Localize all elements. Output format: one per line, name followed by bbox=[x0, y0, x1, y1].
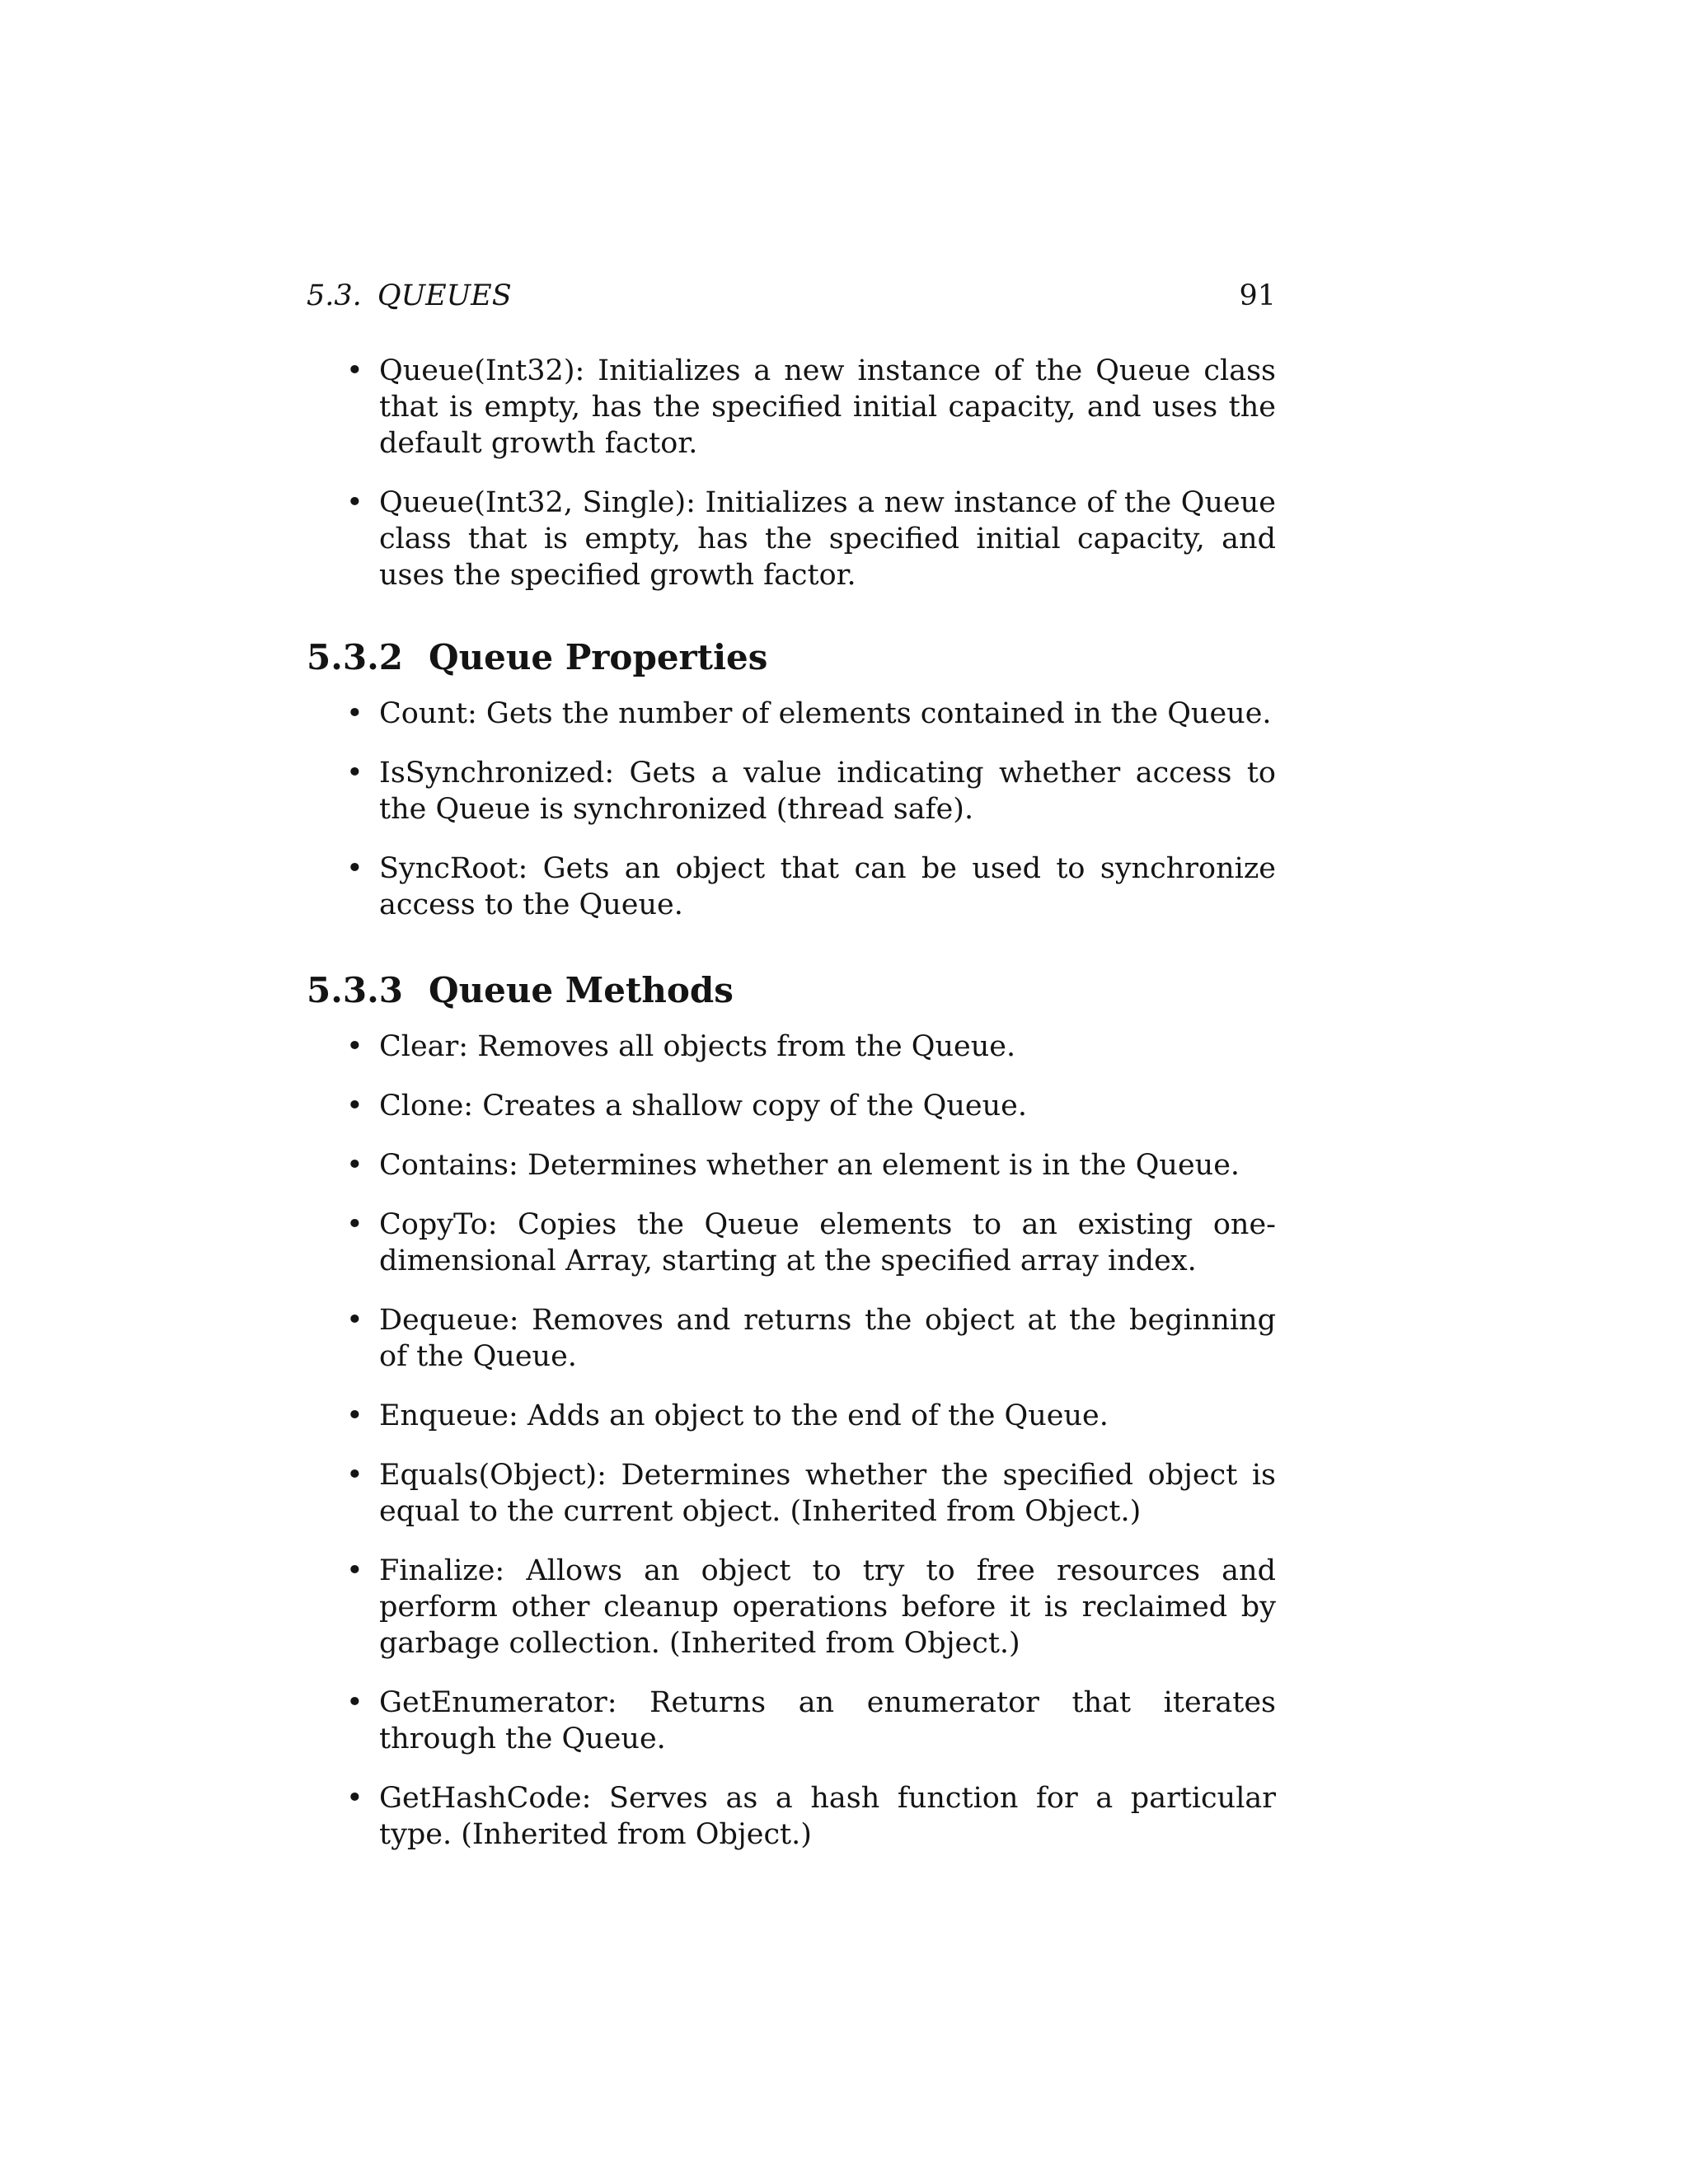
section-heading-methods bbox=[307, 968, 1276, 1014]
bullet-icon: • bbox=[346, 1554, 363, 1587]
list-item bbox=[307, 1780, 1276, 1853]
bullet-icon: • bbox=[346, 1208, 363, 1241]
bullet-icon: • bbox=[346, 1782, 363, 1815]
list-item bbox=[307, 851, 1276, 923]
bullet-icon: • bbox=[346, 757, 363, 790]
list-item bbox=[307, 485, 1276, 593]
list-item-text: Queue(Int32, Single): Initializes a new instance of the Queue class that is empty, has the specified initial capacity, and uses the specified growth factor. bbox=[379, 486, 1276, 592]
list-item bbox=[307, 1553, 1276, 1661]
running-header bbox=[307, 275, 1276, 316]
page-number: 91 bbox=[1239, 279, 1276, 312]
list-item-text: Finalize: Allows an object to try to free resources and perform other cleanup operations before it is reclaimed by garbage collection. (Inherited from Object.) bbox=[379, 1554, 1276, 1660]
list-item bbox=[307, 1147, 1276, 1183]
list-item-text: Clear: Removes all objects from the Queue. bbox=[379, 1030, 1016, 1063]
list-item bbox=[307, 755, 1276, 827]
list-item bbox=[307, 696, 1276, 732]
section-title: Queue Methods bbox=[429, 970, 734, 1010]
list-item-text: CopyTo: Copies the Queue elements to an existing one-dimensional Array, starting at the specified array index. bbox=[379, 1208, 1276, 1277]
section-heading-properties bbox=[307, 635, 1276, 681]
list-item bbox=[307, 1685, 1276, 1757]
bullet-icon: • bbox=[346, 1030, 363, 1063]
methods-list bbox=[307, 1029, 1276, 1876]
list-item bbox=[307, 1398, 1276, 1434]
bullet-icon: • bbox=[346, 697, 363, 730]
bullet-icon: • bbox=[346, 354, 363, 387]
bullet-icon: • bbox=[346, 486, 363, 519]
list-item-text: Clone: Creates a shallow copy of the Queue. bbox=[379, 1090, 1027, 1122]
list-item bbox=[307, 1207, 1276, 1279]
list-item bbox=[307, 1457, 1276, 1530]
list-item-text: Equals(Object): Determines whether the specified object is equal to the current object. (Inherited from Object.) bbox=[379, 1459, 1276, 1528]
list-item bbox=[307, 1302, 1276, 1375]
list-item bbox=[307, 1029, 1276, 1065]
list-item bbox=[307, 1088, 1276, 1124]
list-item-text: GetHashCode: Serves as a hash function for a particular type. (Inherited from Object.) bbox=[379, 1782, 1276, 1851]
bullet-icon: • bbox=[346, 1090, 363, 1122]
header-section-label: 5.3. QUEUES bbox=[307, 279, 512, 312]
list-item-text: Contains: Determines whether an element is in the Queue. bbox=[379, 1149, 1240, 1182]
list-item-text: Dequeue: Removes and returns the object at the beginning of the Queue. bbox=[379, 1304, 1276, 1373]
list-item-text: IsSynchronized: Gets a value indicating whether access to the Queue is synchronized (thread safe). bbox=[379, 757, 1276, 826]
section-number: 5.3.2 bbox=[307, 637, 403, 677]
bullet-icon: • bbox=[346, 1399, 363, 1432]
section-title: Queue Properties bbox=[429, 637, 768, 677]
list-item-text: Queue(Int32): Initializes a new instance of the Queue class that is empty, has the specified initial capacity, and uses the default growth factor. bbox=[379, 354, 1276, 460]
properties-list bbox=[307, 696, 1276, 946]
bullet-icon: • bbox=[346, 1304, 363, 1337]
constructor-list bbox=[307, 353, 1276, 616]
bullet-icon: • bbox=[346, 1686, 363, 1719]
section-number: 5.3.3 bbox=[307, 970, 403, 1010]
bullet-icon: • bbox=[346, 852, 363, 885]
list-item-text: Count: Gets the number of elements contained in the Queue. bbox=[379, 697, 1272, 730]
list-item bbox=[307, 353, 1276, 462]
bullet-icon: • bbox=[346, 1459, 363, 1492]
list-item-text: GetEnumerator: Returns an enumerator that iterates through the Queue. bbox=[379, 1686, 1276, 1755]
list-item-text: SyncRoot: Gets an object that can be used to synchronize access to the Queue. bbox=[379, 852, 1276, 921]
bullet-icon: • bbox=[346, 1149, 363, 1182]
list-item-text: Enqueue: Adds an object to the end of the Queue. bbox=[379, 1399, 1109, 1432]
